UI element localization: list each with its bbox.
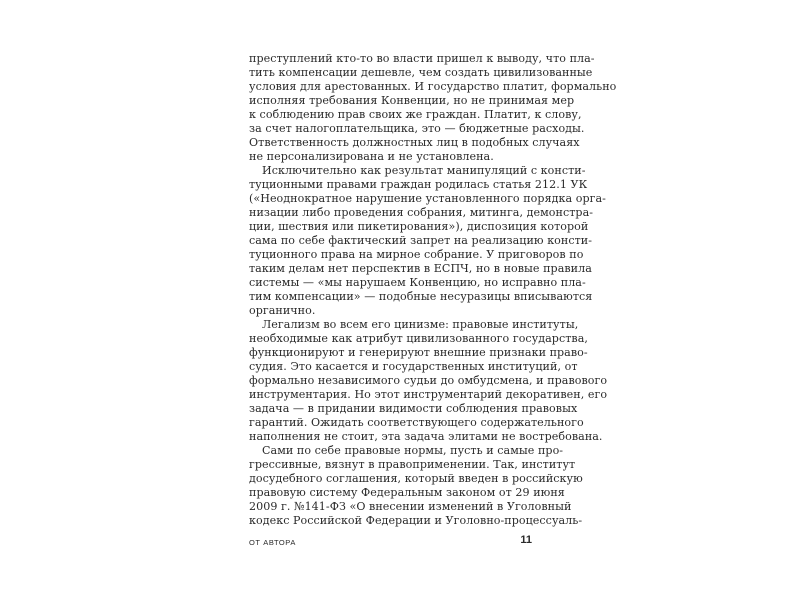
text-line: инструментария. Но этот инструментарий декоративен, его (249, 388, 608, 401)
text-line: Легализм во всем его цинизме: правовые институты, (262, 318, 579, 331)
text-line: формально независимого судьи до омбудсмена, и правового (249, 374, 608, 387)
text-line: низации либо проведения собрания, митинга, демонстра- (249, 206, 594, 219)
text-line: тим компенсации» — подобные несуразицы вписываются (249, 290, 593, 303)
text-line: необходимые как атрибут цивилизованного государства, (249, 332, 588, 345)
text-line: за счет налогоплательщика, это — бюджетные расходы. (249, 122, 585, 135)
text-line: Ответственность должностных лиц в подобных случаях (249, 136, 580, 149)
text-line: системы — «мы нарушаем Конвенцию, но исправно пла- (249, 276, 586, 289)
text-line: Исключительно как результат манипуляций с консти- (262, 164, 586, 177)
text-line: ции, шествия или пикетирования»), диспозиция которой (249, 220, 589, 233)
body-text (249, 52, 617, 528)
text-line: к соблюдению прав своих же граждан. Платит, к слову, (249, 108, 582, 121)
text-line: не персонализирована и не установлена. (249, 150, 494, 163)
text-line: функционируют и генерируют внешние признаки право- (249, 346, 588, 359)
text-line: судия. Это касается и государственных институций, от (249, 360, 578, 373)
text-line: наполнения не стоит, эта задача элитами не востребована. (249, 430, 603, 443)
text-line: тить компенсации дешевле, чем создать цивилизованные (249, 66, 593, 79)
text-line: исполняя требования Конвенции, но не принимая мер (249, 94, 575, 107)
text-line: органично. (249, 304, 316, 317)
page-number: 11 (520, 534, 532, 546)
text-line: грессивные, вязнут в правоприменении. Так, институт (249, 458, 576, 471)
text-line: туционными правами граждан родилась статья 212.1 УК (249, 178, 588, 191)
text-line: кодекс Российской Федерации и Уголовно-процессуаль- (249, 514, 583, 527)
running-footer-section-title: ОТ АВТОРА (249, 538, 296, 547)
text-line: («Неоднократное нарушение установленного порядка орга- (249, 192, 606, 205)
text-line: Сами по себе правовые нормы, пусть и самые про- (262, 444, 564, 457)
text-line: гарантий. Ожидать соответствующего содержательного (249, 416, 584, 429)
text-line: таким делам нет перспектив в ЕСПЧ, но в новые правила (249, 262, 592, 275)
text-line: преступлений кто-то во власти пришел к выводу, что пла- (249, 52, 595, 65)
text-line: 2009 г. №141-ФЗ «О внесении изменений в Уголовный (249, 500, 572, 513)
text-line: правовую систему Федеральным законом от 29 июня (249, 486, 565, 499)
text-line: задача — в придании видимости соблюдения правовых (249, 402, 578, 415)
text-line: сама по себе фактический запрет на реализацию консти- (249, 234, 593, 247)
text-line: досудебного соглашения, который введен в российскую (249, 472, 583, 485)
text-line: туционного права на мирное собрание. У приговоров по (249, 248, 584, 261)
text-line: условия для арестованных. И государство платит, формально (249, 80, 617, 93)
